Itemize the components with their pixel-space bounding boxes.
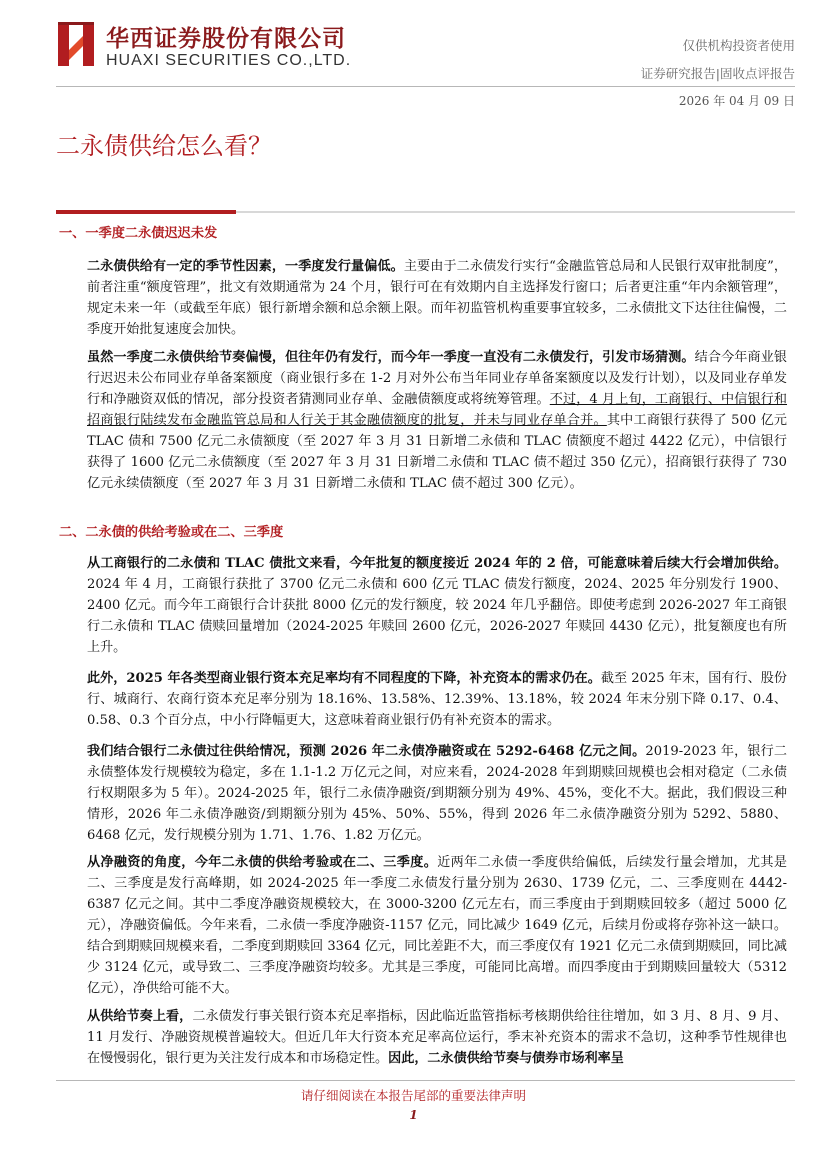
company-name-en: HUAXI SECURITIES CO.,LTD.: [106, 52, 352, 69]
paragraph-body: 主要由于二永债发行实行“金融监管总局和人民银行双审批制度”，前者注重“额度管理”，批文有效期通常为 24 个月，银行可在有效期内自主选择发行窗口；后者更注重“年内余额管理”，规定未来一年（或截至年底）银行新增余额和总余额上限。而年初监管机构重要事宜较多，二永债批文下达往往偏慢，二季度开始批复速度会加快。: [87, 259, 788, 337]
paragraph-body: 截至 2025 年末，国有行、股份行、城商行、农商行资本充足率分别为 18.16%、13.58%、12.39%、13.18%，较 2024 年末分别下降 0.17、0.4、0.58、0.3 个百分点，中小行降幅更大，这意味着商业银行仍有补充资本的需求。: [87, 671, 787, 728]
paragraph-4: [87, 668, 787, 731]
paragraph-lead: 从供给节奏上看，: [87, 1009, 193, 1024]
paragraph-7: [87, 1006, 787, 1069]
paragraph-lead: 我们结合银行二永债过往供给情况，预测 2026 年二永债净融资或在 5292-6468 亿元之间。: [87, 744, 646, 759]
paragraph-lead: 此外，2025 年各类型商业银行资本充足率均有不同程度的下降，补充资本的需求仍在。: [87, 671, 601, 686]
paragraph-6: [87, 852, 787, 999]
report-date: 2026 年 04 月 09 日: [678, 94, 795, 108]
paragraph-lead: 从净融资的角度，今年二永债的供给考验或在二、三季度。: [87, 855, 438, 870]
paragraph-underlined: 不过，4 月上旬，工商银行、中信银行和招商银行陆续发布金融监管总局和人行关于其金融债额度的批复，并未与同业存单合并。: [87, 392, 788, 428]
section-heading-1: 一、一季度二永债迟迟未发: [59, 226, 218, 241]
paragraph-lead: 二永债供给有一定的季节性因素，一季度发行量偏低。: [87, 259, 404, 274]
paragraph-body: 结合今年商业银行迟迟未公布同业存单备案额度（商业银行多在 1-2 月对外公布当年同业存单备案额度以及发行计划），以及同业存单发行和净融资双低的情况，部分投资者猜测同业存单、金融债额度或将统筹管理。: [87, 350, 788, 407]
header-divider: [56, 86, 795, 87]
footer-divider: [56, 1080, 795, 1081]
section-heading-2: 二、二永债的供给考验或在二、三季度: [59, 525, 284, 540]
paragraph-3: [87, 553, 787, 658]
audience-note: 仅供机构投资者使用: [682, 38, 795, 53]
paragraph-body: 2019-2023 年，银行二永债整体发行规模较为稳定，多在 1.1-1.2 万亿元之间，对应来看，2024-2028 年到期赎回规模也会相对稳定（二永债行权期限多为 5 年）。2024-2025 年，银行二永债净融资/到期额分别为 49%、45%，变化不大。据此，我们假设三种情形，2026 年二永债净融资/到期额分别为 45%、50%、55%，得到 2026 年二永债净融资分别为 5292、5880、6468 亿元，发行规模分别为 1.71、1.76、1.82 万亿元。: [87, 744, 787, 843]
paragraph-1: [87, 256, 787, 340]
paragraph-body: 近两年二永债一季度供给偏低，后续发行量会增加，尤其是二、三季度是发行高峰期，如 2024-2025 年一季度二永债发行量分别为 2630、1739 亿元，二、三季度则在 4442-6387 亿元之间。其中二季度净融资规模较大，在 3000-3200 亿元左右，而三季度由于到期赎回较多（超过 5000 亿元），净融资偏低。今年来看，二永债一季度净融资-1157 亿元，同比减少 1649 亿元，后续月份或将存弥补这一缺口。结合到期赎回规模来看，二季度到期赎回 3364 亿元，同比差距不大，而三季度仅有 1921 亿元二永债到期赎回，同比减少 3124 亿元，或导致二、三季度净融资均较多。尤其是三季度，可能同比高增。而四季度由于到期赎回量较大（5312 亿元），净供给可能不大。: [87, 855, 787, 996]
page-title: 二永债供给怎么看？: [56, 132, 272, 160]
huaxi-logo-icon: [56, 20, 96, 68]
legal-disclaimer-note: 请仔细阅读在本报告尾部的重要法律声明: [300, 1088, 526, 1103]
paragraph-tail: 因此，二永债供给节奏与债券市场利率呈: [388, 1051, 624, 1066]
title-accent-bar: [56, 210, 236, 214]
paragraph-body: 二永债发行事关银行资本充足率指标，因此临近监管指标考核期供给往往增加，如 3 月、8 月、9 月、11 月发行、净融资规模普遍较大。但近几年大行资本充足率高位运行，季末补充资本的需求不急切，这种季节性规律也在慢慢弱化，银行更为关注发行成本和市场稳定性。: [87, 1009, 788, 1066]
title-divider: [236, 211, 795, 213]
paragraph-5: [87, 741, 787, 846]
page-number: 1: [409, 1108, 418, 1122]
paragraph-body: 其中工商银行获得了 500 亿元 TLAC 债和 7500 亿元二永债额度（至 2027 年 3 月 31 日新增二永债和 TLAC 债额度不超过 4422 亿元），中信银行获得了 1600 亿元二永债额度（至 2027 年 3 月 31 日新增二永债和 TLAC 债不超过 350 亿元），招商银行获得了 730 亿元永续债额度（至 2027 年 3 月 31 日新增二永债和 TLAC 债不超过 300 亿元）。: [87, 413, 787, 491]
company-name-cn: 华西证券股份有限公司: [106, 26, 346, 52]
paragraph-body: 2024 年 4 月，工商银行获批了 3700 亿元二永债和 600 亿元 TLAC 债发行额度，2024、2025 年分别发行 1900、2400 亿元。而今年工商银行合计获批 8000 亿元的发行额度，较 2024 年几乎翻倍。即使考虑到 2026-2027 年工商银行二永债和 TLAC 债赎回量增加（2024-2025 年赎回 2600 亿元，2026-2027 年赎回 4430 亿元），批复额度也有所上升。: [87, 577, 787, 655]
paragraph-lead: 虽然一季度二永债供给节奏偏慢，但往年仍有发行，而今年一季度一直没有二永债发行，引发市场猜测。: [87, 350, 695, 365]
paragraph-lead: 从工商银行的二永债和 TLAC 债批文来看，今年批复的额度接近 2024 年的 2 倍，可能意味着后续大行会增加供给。: [87, 556, 787, 571]
report-type: 证券研究报告|固收点评报告: [640, 66, 795, 81]
paragraph-2: [87, 347, 787, 494]
